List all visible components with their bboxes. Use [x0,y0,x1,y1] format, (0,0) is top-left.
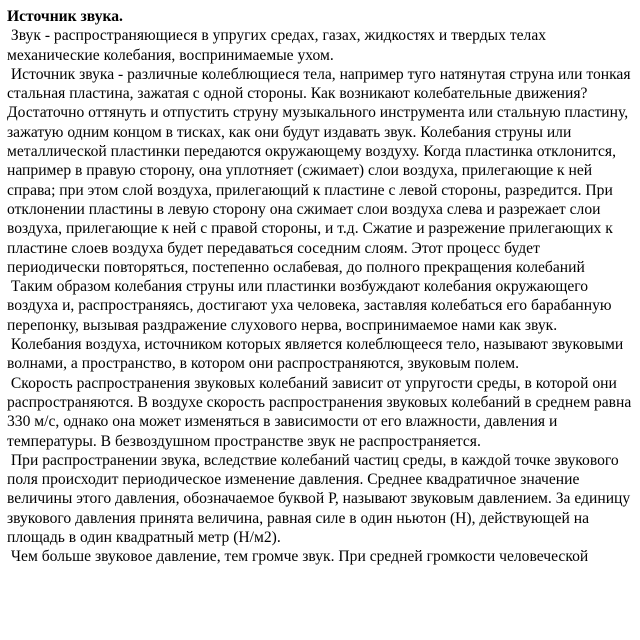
paragraph-sound-waves: Колебания воздуха, источником которых является колеблющееся тело, называют звуковыми волнами, а пространство, в котором они распространяются, звуковым полем. [7,336,628,373]
paragraph-sound-pressure: При распространении звука, вследствие колебаний частиц среды, в каждой точке звукового поля происходит периодическое изменение давления. Среднее квадратичное значение величины этого давления, обозначаемое буквой Р, называют звуковым давлением. За единицу звукового давления принята величина, равная силе в один ньютон (Н), действующей на площадь в один квадратный метр (Н/м2). [7,451,635,547]
paragraph-eardrum: Таким образом колебания струны или пластинки возбуждают колебания окружающего воздуха и, распространяясь, достигают уха человека, заставляя колебаться его барабанную перепонку, вызывая раздражение слухового нерва, воспринимаемое нами как звук. [7,278,616,334]
document-body [7,7,636,567]
paragraph-sound-speed: Скорость распространения звуковых колебаний зависит от упругости среды, в которой они распространяются. В воздухе скорость распространения звуковых колебаний в среднем равна 330 м/с, однако она может изменяться в зависимости от его влажности, давления и температуры. В безвоздушном пространстве звук не распространяется. [7,374,636,450]
paragraph-sound-source: Источник звука - различные колеблющиеся тела, например туго натянутая струна или тонкая стальная пластина, зажатая с одной стороны. Как возникают колебательные движения? Достаточно оттянуть и отпустить струну музыкального инструмента или стальную пластину, зажатую одним концом в тисках, как они будут издавать звук. Колебания струны или металлической пластинки передаются окружающему воздуху. Когда пластинка отклонится, например в правую сторону, она уплотняет (сжимает) слои воздуха, прилегающие к ней справа; при этом слой воздуха, прилегающий к пластине с левой стороны, разредится. При отклонении пластины в левую сторону она сжимает слои воздуха слева и разрежает слои воздуха, прилегающие к ней с правой стороны, и т.д. Сжатие и разрежение прилегающих к пластине слоев воздуха будет передаваться соседним слоям. Этот процесс будет периодически повторяться, постепенно ослабевая, до полного прекращения колебаний [7,65,635,276]
paragraph-loudness: Чем больше звуковое давление, тем громче звук. При средней громкости человеческой [7,548,589,566]
paragraph-sound-definition: Звук - распространяющиеся в упругих средах, газах, жидкостях и твердых телах механические колебания, воспринимаемые ухом. [7,27,550,64]
document-title: Источник звука. [7,8,123,25]
